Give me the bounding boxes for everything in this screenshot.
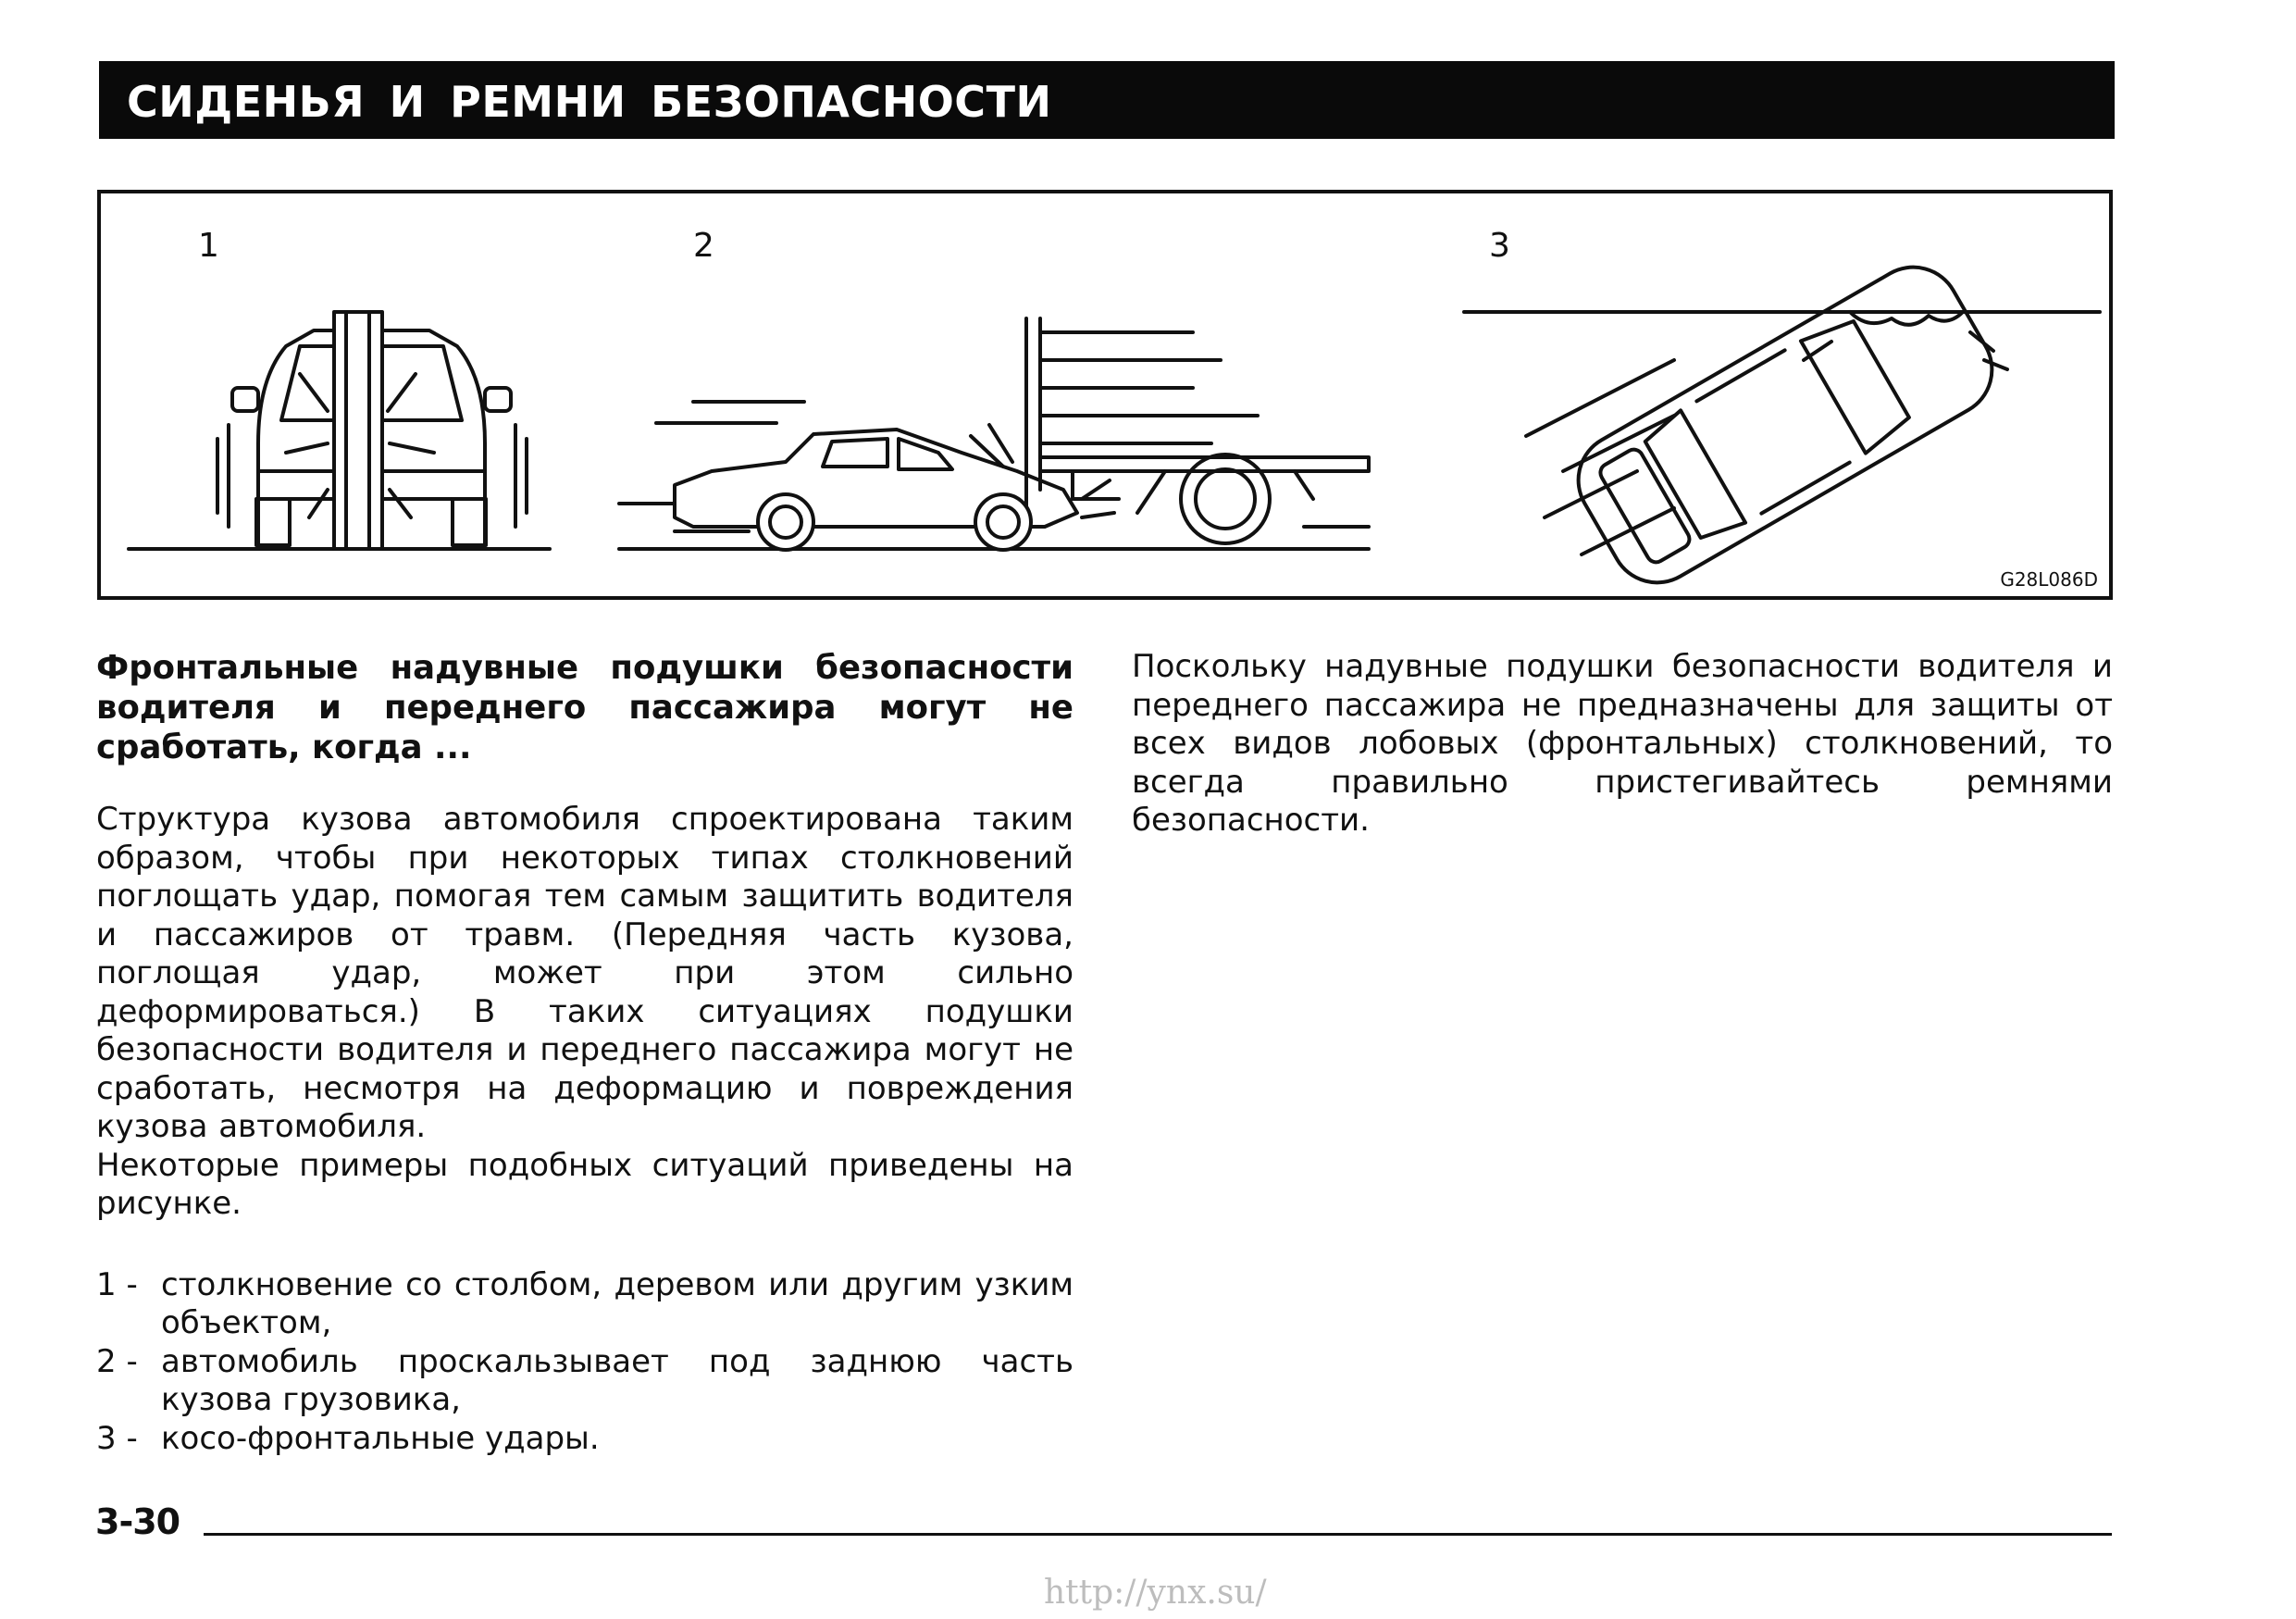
list-item-text: столкновение со столбом, деревом или другим узким объектом, (161, 1265, 1074, 1341)
list-item (96, 1266, 1074, 1343)
illustration-frame (97, 190, 2113, 600)
list-item-text: автомобиль проскальзывает под заднюю часть кузова грузовика, (161, 1342, 1074, 1418)
list-item-text: косо-фронтальные удары. (161, 1419, 600, 1457)
list-item (96, 1420, 1074, 1459)
figure-label-2: 2 (693, 227, 714, 265)
section-title: СИДЕНЬЯ И РЕМНИ БЕЗОПАСНОСТИ (127, 77, 1052, 127)
watermark-link[interactable]: http://ynx.su/ (1044, 1574, 1267, 1612)
figure-code: G28L086D (2000, 568, 2098, 591)
collision-illustration (101, 193, 2109, 596)
airbag-heading: Фронтальные надувные подушки безопасности водителя и переднего пассажира могут не сработать, когда ... (96, 649, 1074, 766)
list-item-number: 2 - (96, 1342, 138, 1380)
right-text-column (1132, 648, 2113, 841)
body-paragraph-examples: Некоторые примеры подобных ситуаций приведены на рисунке. (96, 1146, 1074, 1222)
body-paragraph-structure: Структура кузова автомобиля спроектирована таким образом, чтобы при некоторых типах столкновений поглощать удар, помогая тем самым защитить водителя и пассажиров от травм. (Передняя часть кузова, поглощая удар, может при этом сильно деформироваться.) В таких ситуациях подушки безопасности водителя и переднего пассажира могут не сработать, несмотря на деформацию и повреждения кузова автомобиля. (96, 801, 1074, 1145)
panel-3-oblique-impact-drawing (1464, 250, 2100, 596)
panel-1-pole-collision-drawing (129, 312, 550, 549)
figure-label-1: 1 (198, 227, 219, 265)
panel-2-truck-underride-drawing (619, 318, 1369, 550)
situations-list (96, 1266, 1074, 1459)
list-item-number: 1 - (96, 1265, 138, 1303)
left-text-column (96, 648, 1074, 1458)
footer-rule (204, 1533, 2112, 1536)
page-number: 3-30 (95, 1501, 180, 1542)
figure-label-3: 3 (1489, 227, 1510, 265)
list-item-number: 3 - (96, 1419, 138, 1457)
section-header-bar (99, 61, 2115, 139)
seatbelt-paragraph: Поскольку надувные подушки безопасности водителя и переднего пассажира не предназначены для защиты от всех видов лобовых (фронтальных) столкновений, то всегда правильно пристегивайтесь ремнями безопасности. (1132, 648, 2113, 839)
list-item (96, 1343, 1074, 1420)
